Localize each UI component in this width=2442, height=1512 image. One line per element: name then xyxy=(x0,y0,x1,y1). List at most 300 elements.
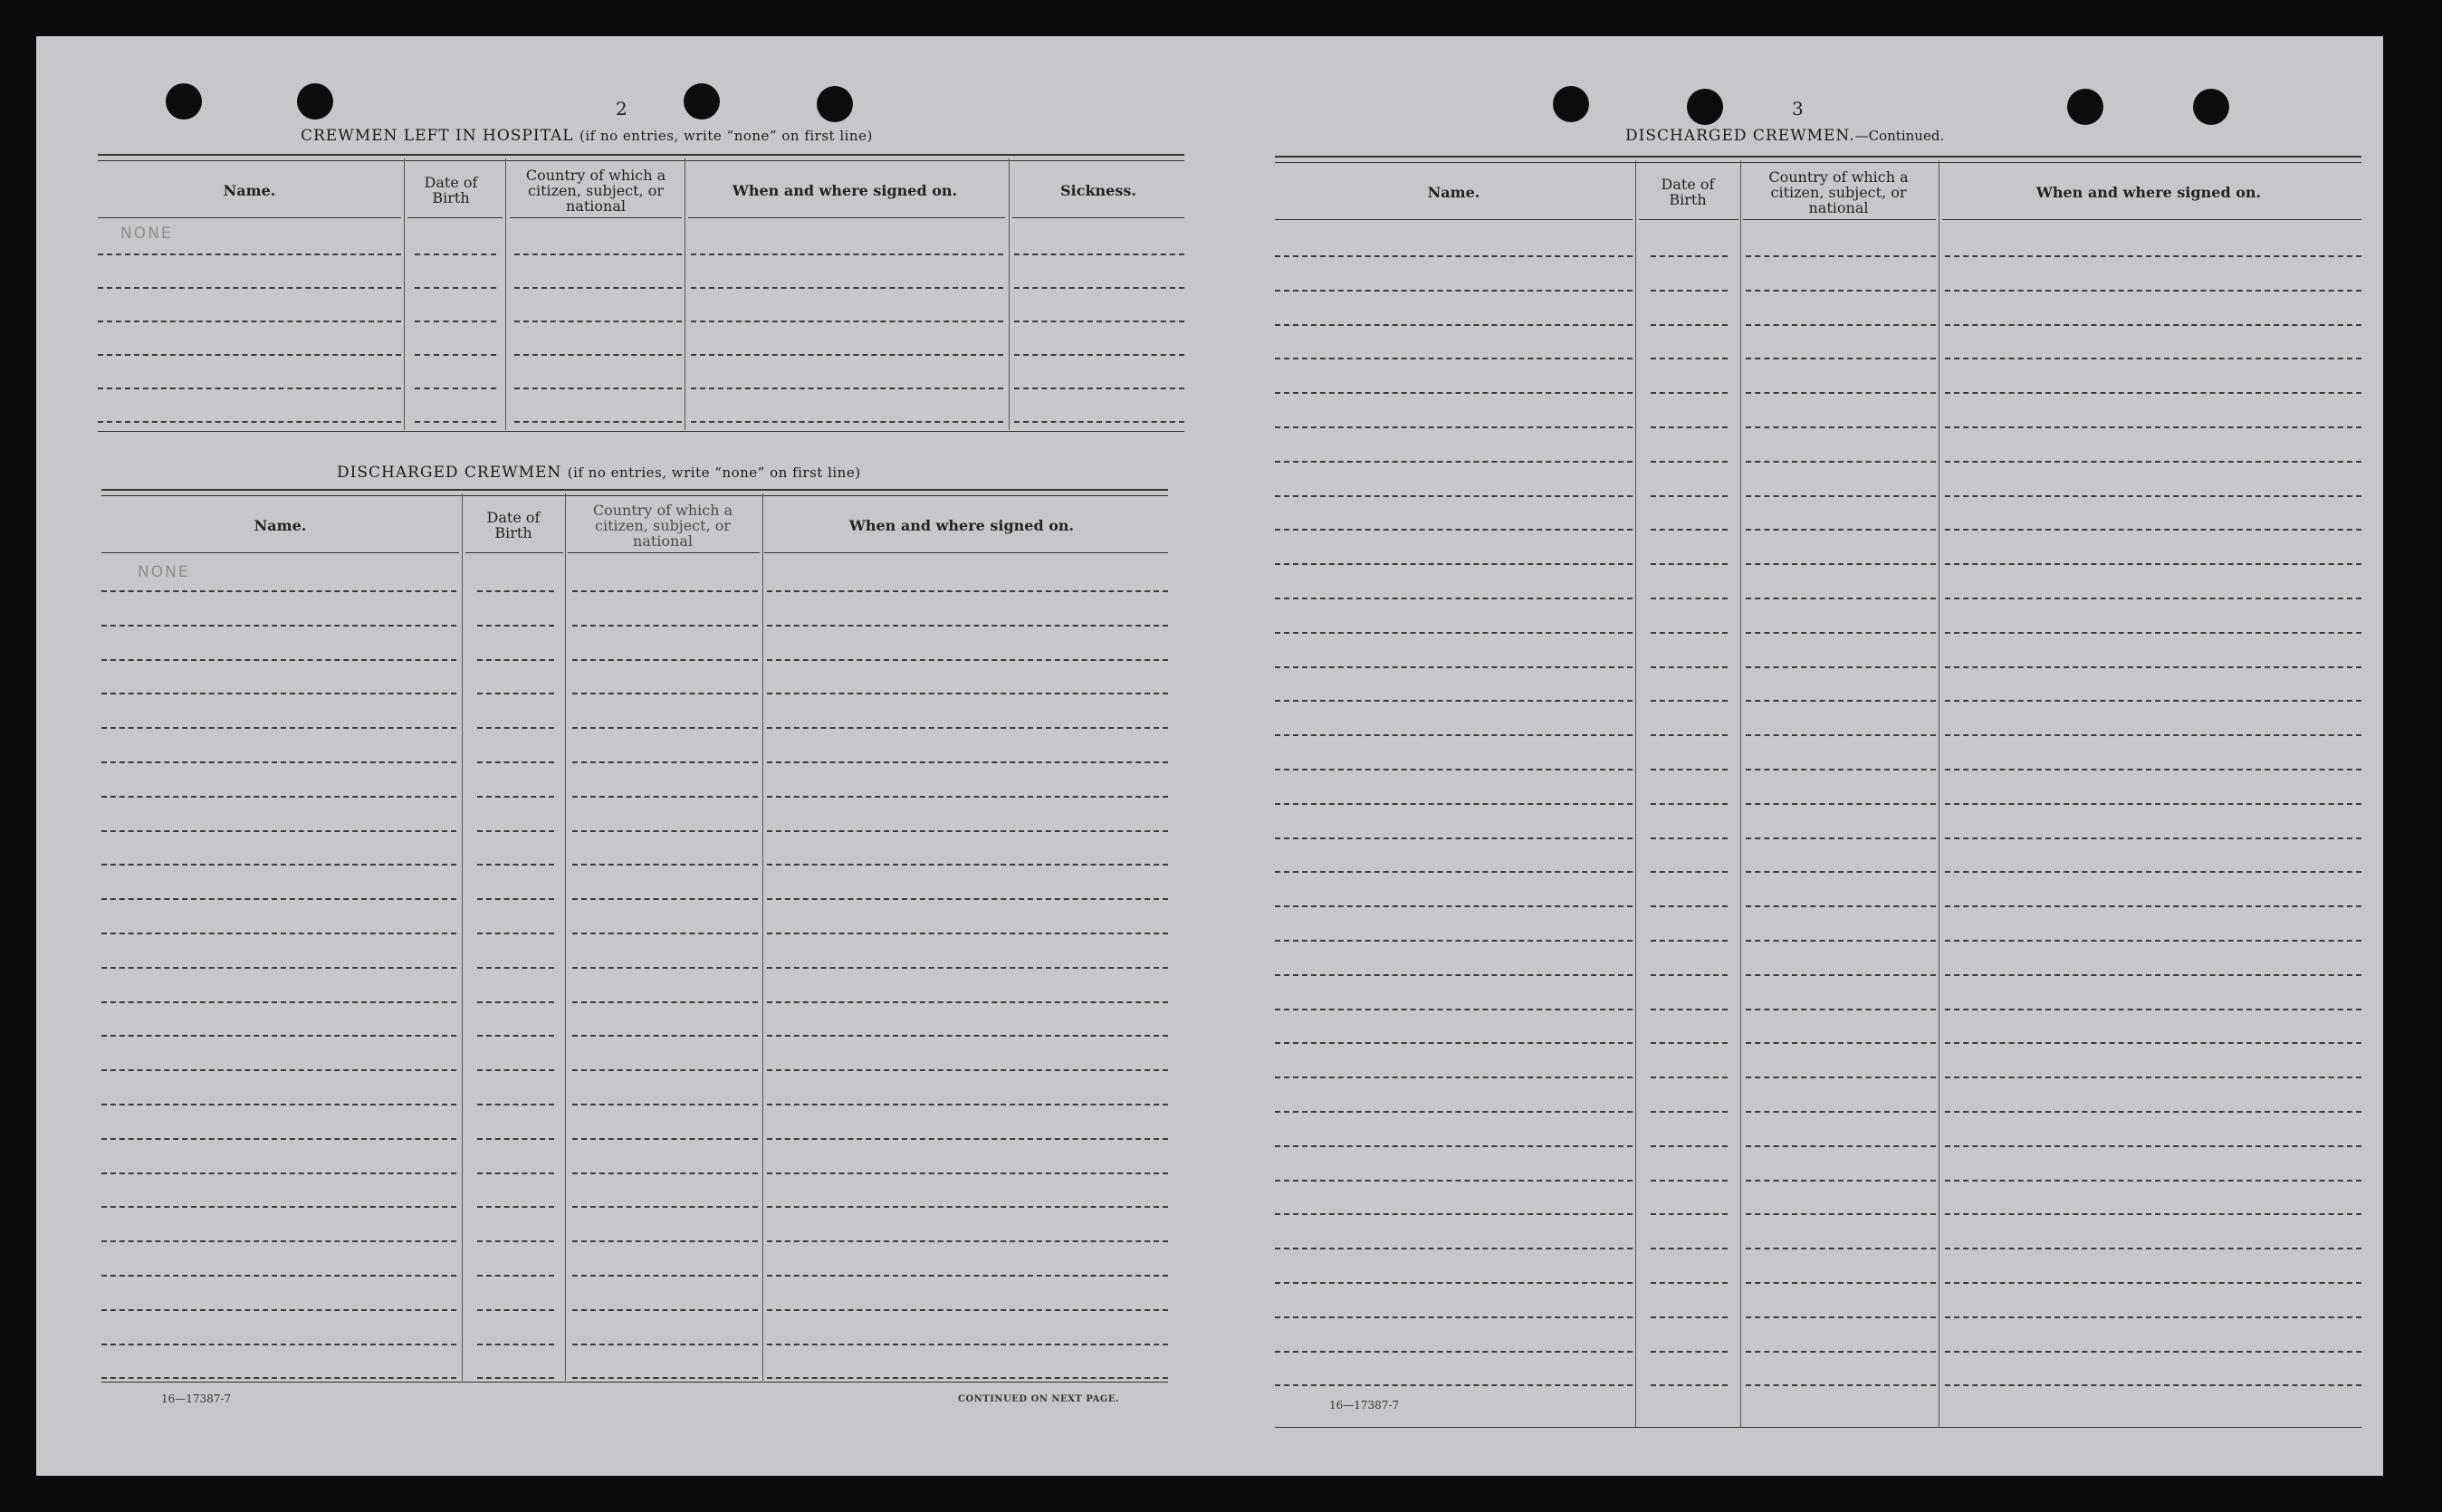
ruled-line xyxy=(1275,1351,1633,1353)
ruled-line xyxy=(691,321,1003,322)
ruled-line xyxy=(1945,803,2361,805)
ruled-line xyxy=(1275,1111,1633,1113)
header-rule xyxy=(1942,219,2361,220)
ruled-line xyxy=(1651,1077,1728,1078)
table-top-rule xyxy=(101,489,1168,496)
ruled-line xyxy=(1014,287,1184,289)
ruled-line xyxy=(477,1104,554,1105)
ruled-line xyxy=(415,287,496,289)
ruled-line xyxy=(1651,392,1728,394)
ruled-line xyxy=(1651,1282,1728,1284)
punch-hole xyxy=(684,83,720,120)
ruled-line xyxy=(98,287,401,289)
ruled-line xyxy=(101,830,456,832)
ruled-line xyxy=(572,659,758,661)
ruled-line xyxy=(572,727,758,729)
header-rule xyxy=(465,552,563,553)
ruled-line xyxy=(1746,940,1936,942)
ruled-line xyxy=(514,388,682,389)
form-number-left: 16—17387-7 xyxy=(161,1392,232,1405)
ruled-line xyxy=(1275,324,1633,326)
column-header-date-of-birth: Date of Birth xyxy=(486,509,541,541)
ruled-line xyxy=(1945,358,2361,359)
ruled-line xyxy=(1945,324,2361,326)
ruled-line xyxy=(1275,940,1633,942)
ruled-line xyxy=(1746,1077,1936,1078)
ruled-line xyxy=(98,354,401,356)
ruled-line xyxy=(572,1104,758,1105)
ruled-line xyxy=(477,1035,554,1037)
header-rule xyxy=(1012,217,1184,218)
column-header-country: Country of which a citizen, subject, or national xyxy=(1768,167,1909,216)
ruled-line xyxy=(767,761,1168,763)
ruled-line xyxy=(572,1240,758,1242)
ruled-line xyxy=(477,830,554,832)
ruled-line xyxy=(1945,1248,2361,1249)
ruled-line xyxy=(101,1104,456,1105)
ruled-line xyxy=(1746,1009,1936,1010)
hospital-title-note: (if no entries, write “none” on first line) xyxy=(579,128,873,144)
ruled-line xyxy=(1746,905,1936,907)
page-number-left: 2 xyxy=(616,98,627,120)
ruled-line xyxy=(1746,563,1936,565)
ruled-line xyxy=(572,693,758,694)
ruled-line xyxy=(1945,1316,2361,1318)
ruled-line xyxy=(691,354,1003,356)
ruled-line xyxy=(1746,974,1936,976)
discharged-continued-suffix: —Continued. xyxy=(1854,128,1945,144)
ruled-line xyxy=(1746,1351,1936,1353)
ruled-line xyxy=(1651,598,1728,599)
column-header-signed-on: When and where signed on. xyxy=(848,516,1075,534)
ruled-line xyxy=(572,967,758,969)
ruled-line xyxy=(1945,700,2361,702)
ruled-line xyxy=(1945,1111,2361,1113)
ruled-line xyxy=(477,693,554,694)
ruled-line xyxy=(1275,598,1633,599)
header-rule xyxy=(764,552,1168,553)
register-sheet xyxy=(36,36,2383,1476)
ruled-line xyxy=(1945,1213,2361,1215)
continued-on-next-page: CONTINUED ON NEXT PAGE. xyxy=(958,1394,1120,1404)
ruled-line xyxy=(767,1104,1168,1105)
ruled-line xyxy=(691,421,1003,423)
ruled-line xyxy=(101,933,456,934)
column-divider xyxy=(1740,160,1741,1428)
ruled-line xyxy=(1651,1351,1728,1353)
ruled-line xyxy=(691,287,1003,289)
ruled-line xyxy=(1014,388,1184,389)
table-top-rule xyxy=(1275,156,2361,163)
column-header-country: Country of which a citizen, subject, or national xyxy=(592,501,733,550)
ruled-line xyxy=(1945,426,2361,428)
column-divider xyxy=(462,493,463,1381)
hospital-section-title xyxy=(301,127,873,145)
ruled-line xyxy=(1275,1145,1633,1147)
ruled-line xyxy=(767,1377,1168,1379)
ruled-line xyxy=(98,321,401,322)
ruled-line xyxy=(1945,1042,2361,1044)
ruled-line xyxy=(1275,529,1633,531)
ruled-line xyxy=(572,864,758,866)
ruled-line xyxy=(767,1275,1168,1277)
ruled-line xyxy=(1651,255,1728,257)
ruled-line xyxy=(1651,461,1728,463)
ruled-line xyxy=(1275,871,1633,873)
ruled-line xyxy=(1651,905,1728,907)
hospital-first-entry: NONE xyxy=(120,225,173,243)
ruled-line xyxy=(101,625,456,627)
ruled-line xyxy=(767,1206,1168,1208)
ruled-line xyxy=(572,1275,758,1277)
column-header-name: Name. xyxy=(223,181,276,199)
ruled-line xyxy=(477,1206,554,1208)
ruled-line xyxy=(1746,632,1936,634)
ruled-line xyxy=(477,1344,554,1345)
ruled-line xyxy=(1746,392,1936,394)
discharged-continued-title xyxy=(1625,127,1944,145)
ruled-line xyxy=(572,1206,758,1208)
ruled-line xyxy=(1945,769,2361,770)
ruled-line xyxy=(1014,321,1184,322)
ruled-line xyxy=(1746,666,1936,668)
ruled-line xyxy=(514,321,682,322)
discharged-continued-text: DISCHARGED CREWMEN. xyxy=(1625,127,1855,145)
ruled-line xyxy=(101,1035,456,1037)
ruled-line xyxy=(572,1172,758,1174)
ruled-line xyxy=(1945,598,2361,599)
hospital-table xyxy=(98,154,1184,453)
ruled-line xyxy=(1746,1042,1936,1044)
ruled-line xyxy=(1945,563,2361,565)
ruled-line xyxy=(1275,1077,1633,1078)
ruled-line xyxy=(1945,974,2361,976)
ruled-line xyxy=(1651,769,1728,770)
ruled-line xyxy=(101,1309,456,1311)
ruled-line xyxy=(1746,700,1936,702)
ruled-line xyxy=(514,421,682,423)
ruled-line xyxy=(1945,1009,2361,1010)
discharged-title-note: (if no entries, write “none” on first line) xyxy=(567,464,861,481)
ruled-line xyxy=(101,659,456,661)
ruled-line xyxy=(572,1138,758,1140)
ruled-line xyxy=(477,1138,554,1140)
ruled-line xyxy=(1275,905,1633,907)
ruled-line xyxy=(767,1001,1168,1003)
ruled-line xyxy=(1275,255,1633,257)
ruled-line xyxy=(1651,495,1728,497)
header-rule xyxy=(101,552,459,553)
ruled-line xyxy=(477,761,554,763)
ruled-line xyxy=(415,388,496,389)
ruled-line xyxy=(1275,1316,1633,1318)
ruled-line xyxy=(572,590,758,592)
ruled-line xyxy=(1275,495,1633,497)
ruled-line xyxy=(691,388,1003,389)
column-header-name: Name. xyxy=(254,516,307,534)
ruled-line xyxy=(1945,1077,2361,1078)
ruled-line xyxy=(101,1240,456,1242)
ruled-line xyxy=(767,796,1168,798)
ruled-line xyxy=(1275,700,1633,702)
header-rule xyxy=(1743,219,1936,220)
ruled-line xyxy=(1945,1180,2361,1182)
punch-hole xyxy=(1687,89,1723,125)
ruled-line xyxy=(1746,1213,1936,1215)
ruled-line xyxy=(1746,1180,1936,1182)
ruled-line xyxy=(1651,734,1728,736)
ruled-line xyxy=(767,1344,1168,1345)
column-divider xyxy=(404,158,405,430)
column-header-date-of-birth: Date of Birth xyxy=(1661,176,1715,208)
ruled-line xyxy=(1945,734,2361,736)
ruled-line xyxy=(1945,1384,2361,1386)
ruled-line xyxy=(101,761,456,763)
ruled-line xyxy=(767,1309,1168,1311)
ruled-line xyxy=(1651,290,1728,292)
column-header-sickness: Sickness. xyxy=(1060,181,1136,199)
ruled-line xyxy=(98,254,401,255)
ruled-line xyxy=(1651,871,1728,873)
column-divider xyxy=(762,493,763,1381)
header-rule xyxy=(688,217,1005,218)
ruled-line xyxy=(572,1001,758,1003)
ruled-line xyxy=(101,693,456,694)
column-divider xyxy=(1009,158,1010,430)
ruled-line xyxy=(1014,254,1184,255)
ruled-line xyxy=(1746,255,1936,257)
ruled-line xyxy=(1275,290,1633,292)
ruled-line xyxy=(1275,1248,1633,1249)
ruled-line xyxy=(1945,837,2361,839)
ruled-line xyxy=(1746,426,1936,428)
ruled-line xyxy=(1651,563,1728,565)
ruled-line xyxy=(1746,1111,1936,1113)
ruled-line xyxy=(1651,1145,1728,1147)
ruled-line xyxy=(1746,1316,1936,1318)
ruled-line xyxy=(572,1377,758,1379)
ruled-line xyxy=(1651,1384,1728,1386)
ruled-line xyxy=(1651,1111,1728,1113)
ruled-line xyxy=(572,796,758,798)
ruled-line xyxy=(101,590,456,592)
header-rule xyxy=(510,217,682,218)
header-rule xyxy=(1275,219,1633,220)
ruled-line xyxy=(101,1275,456,1277)
discharged-table-left xyxy=(101,489,1168,1431)
ruled-line xyxy=(477,933,554,934)
ruled-line xyxy=(477,1069,554,1071)
punch-hole xyxy=(166,83,202,120)
table-top-rule xyxy=(98,154,1184,161)
ruled-line xyxy=(1746,837,1936,839)
ruled-line xyxy=(98,388,401,389)
ruled-line xyxy=(1945,461,2361,463)
ruled-line xyxy=(1651,1042,1728,1044)
ruled-line xyxy=(1746,1145,1936,1147)
ruled-line xyxy=(1651,837,1728,839)
ruled-line xyxy=(767,625,1168,627)
ruled-line xyxy=(767,1035,1168,1037)
ruled-line xyxy=(101,967,456,969)
ruled-line xyxy=(1945,255,2361,257)
ruled-line xyxy=(101,796,456,798)
ruled-line xyxy=(1651,666,1728,668)
ruled-line xyxy=(1945,940,2361,942)
ruled-line xyxy=(767,727,1168,729)
ruled-line xyxy=(1275,734,1633,736)
ruled-line xyxy=(1651,700,1728,702)
ruled-line xyxy=(477,1275,554,1277)
ruled-line xyxy=(1651,632,1728,634)
ruled-line xyxy=(477,796,554,798)
ruled-line xyxy=(1746,529,1936,531)
ruled-line xyxy=(1275,666,1633,668)
ruled-line xyxy=(1275,1180,1633,1182)
header-rule xyxy=(98,217,401,218)
ruled-line xyxy=(1746,598,1936,599)
ruled-line xyxy=(767,967,1168,969)
ruled-line xyxy=(477,864,554,866)
ruled-line xyxy=(1275,461,1633,463)
ruled-line xyxy=(1746,1384,1936,1386)
punch-hole xyxy=(1553,86,1589,122)
ruled-line xyxy=(98,421,401,423)
ruled-line xyxy=(1945,1282,2361,1284)
ruled-line xyxy=(101,1001,456,1003)
ruled-line xyxy=(572,761,758,763)
ruled-line xyxy=(1275,974,1633,976)
ruled-line xyxy=(767,590,1168,592)
ruled-line xyxy=(1651,1009,1728,1010)
ruled-line xyxy=(1275,1282,1633,1284)
ruled-line xyxy=(572,898,758,900)
ruled-line xyxy=(1746,1248,1936,1249)
ruled-line xyxy=(1651,529,1728,531)
ruled-line xyxy=(415,354,496,356)
ruled-line xyxy=(1275,1384,1633,1386)
table-bottom-rule xyxy=(1275,1427,2361,1428)
ruled-line xyxy=(767,864,1168,866)
ruled-line xyxy=(477,1001,554,1003)
ruled-line xyxy=(1746,461,1936,463)
ruled-line xyxy=(101,864,456,866)
ruled-line xyxy=(1651,1213,1728,1215)
ruled-line xyxy=(415,321,496,322)
ruled-line xyxy=(767,693,1168,694)
punch-hole xyxy=(297,83,333,120)
punch-hole xyxy=(817,86,853,122)
ruled-line xyxy=(572,1309,758,1311)
column-divider xyxy=(1635,160,1636,1428)
ruled-line xyxy=(1651,1316,1728,1318)
discharged-section-title xyxy=(337,464,861,482)
column-header-signed-on: When and where signed on. xyxy=(2035,183,2262,201)
ruled-line xyxy=(514,287,682,289)
page-number-right: 3 xyxy=(1792,98,1804,120)
ruled-line xyxy=(1746,358,1936,359)
ruled-line xyxy=(1651,974,1728,976)
ruled-line xyxy=(477,590,554,592)
ruled-line xyxy=(1014,354,1184,356)
ruled-line xyxy=(1651,358,1728,359)
ruled-line xyxy=(572,830,758,832)
ruled-line xyxy=(1945,632,2361,634)
ruled-line xyxy=(101,898,456,900)
ruled-line xyxy=(572,1035,758,1037)
ruled-line xyxy=(101,1172,456,1174)
ruled-line xyxy=(1651,803,1728,805)
ruled-line xyxy=(1275,358,1633,359)
ruled-line xyxy=(1945,529,2361,531)
ruled-line xyxy=(477,727,554,729)
ruled-line xyxy=(1275,803,1633,805)
ruled-line xyxy=(767,1172,1168,1174)
ruled-line xyxy=(101,1069,456,1071)
ruled-line xyxy=(514,354,682,356)
ruled-line xyxy=(767,933,1168,934)
ruled-line xyxy=(101,727,456,729)
ruled-line xyxy=(1746,871,1936,873)
ruled-line xyxy=(767,898,1168,900)
header-rule xyxy=(407,217,503,218)
ruled-line xyxy=(477,1309,554,1311)
ruled-line xyxy=(1945,666,2361,668)
ruled-line xyxy=(572,1069,758,1071)
ruled-line xyxy=(1945,871,2361,873)
discharged-first-entry: NONE xyxy=(138,563,190,581)
ruled-line xyxy=(1746,290,1936,292)
header-rule xyxy=(1639,219,1738,220)
table-bottom-rule xyxy=(98,431,1184,432)
table-bottom-rule xyxy=(101,1382,1168,1383)
ruled-line xyxy=(1746,495,1936,497)
ruled-line xyxy=(477,1377,554,1379)
ruled-line xyxy=(1275,563,1633,565)
ruled-line xyxy=(101,1344,456,1345)
discharged-table-right xyxy=(1275,156,2361,1441)
ruled-line xyxy=(767,659,1168,661)
ruled-line xyxy=(767,1138,1168,1140)
ruled-line xyxy=(1275,769,1633,770)
ruled-line xyxy=(691,254,1003,255)
ruled-line xyxy=(477,625,554,627)
ruled-line xyxy=(1275,1213,1633,1215)
ruled-line xyxy=(415,421,496,423)
ruled-line xyxy=(767,1240,1168,1242)
column-header-signed-on: When and where signed on. xyxy=(732,181,958,199)
ruled-line xyxy=(477,1172,554,1174)
ruled-line xyxy=(1945,290,2361,292)
ruled-line xyxy=(767,1069,1168,1071)
ruled-line xyxy=(477,1240,554,1242)
ruled-line xyxy=(1651,940,1728,942)
ruled-line xyxy=(1746,324,1936,326)
ruled-line xyxy=(1275,837,1633,839)
ruled-line xyxy=(767,830,1168,832)
ruled-line xyxy=(101,1206,456,1208)
column-header-date-of-birth: Date of Birth xyxy=(424,174,478,206)
ruled-line xyxy=(1651,1180,1728,1182)
ruled-line xyxy=(1275,426,1633,428)
hospital-title-text: CREWMEN LEFT IN HOSPITAL xyxy=(301,127,574,145)
ruled-line xyxy=(1746,734,1936,736)
ruled-line xyxy=(572,625,758,627)
ruled-line xyxy=(572,1344,758,1345)
ruled-line xyxy=(1651,426,1728,428)
ruled-line xyxy=(1945,1145,2361,1147)
ruled-line xyxy=(1945,1351,2361,1353)
